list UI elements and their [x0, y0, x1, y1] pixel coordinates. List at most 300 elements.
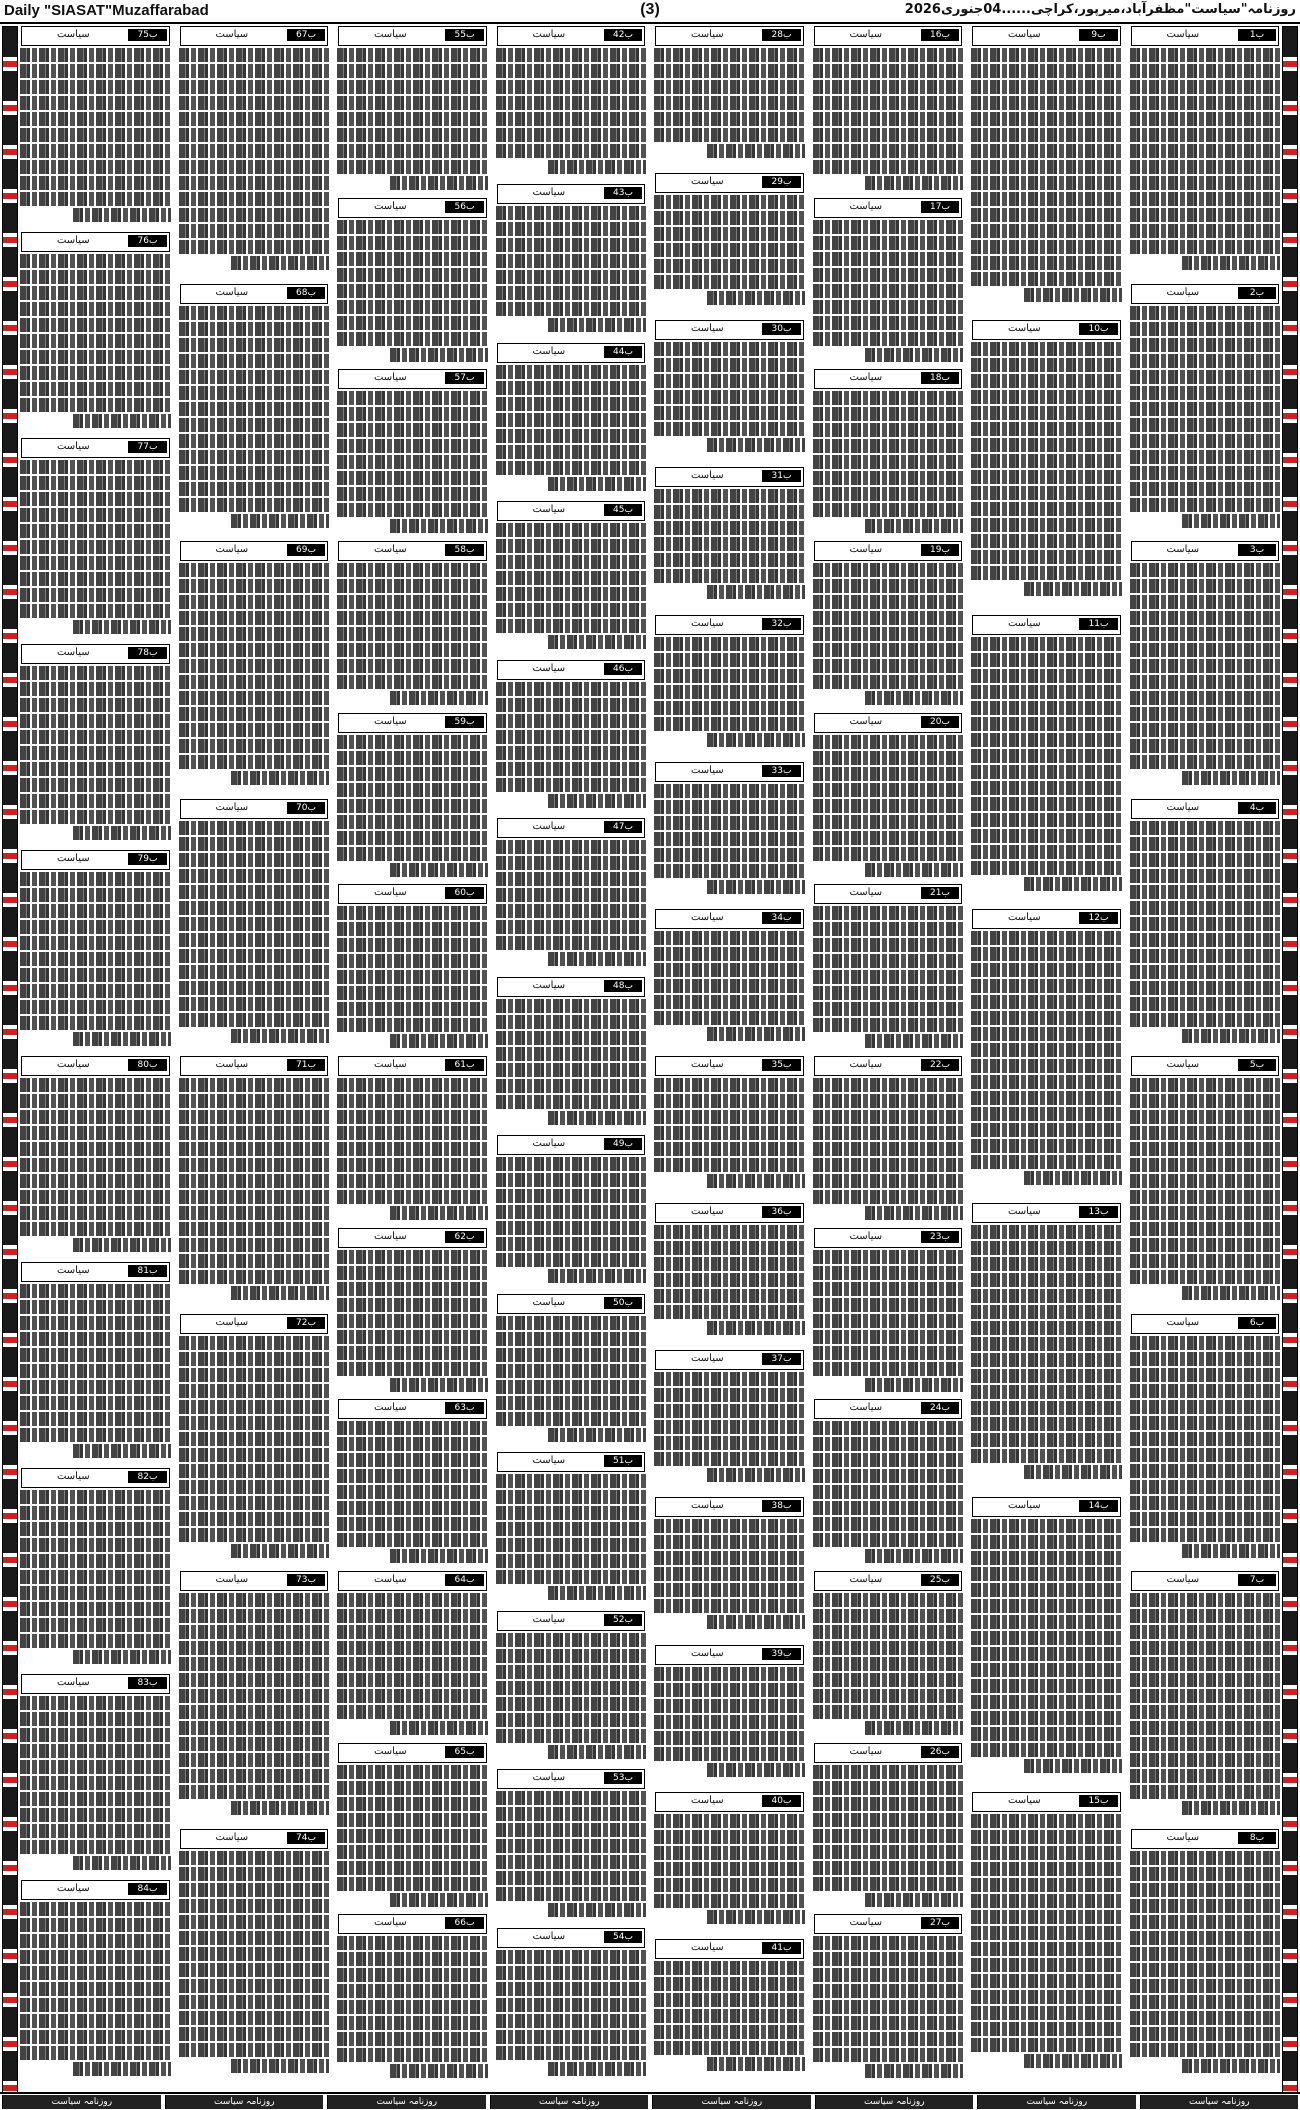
- text-line: [20, 1696, 171, 1710]
- item-brand-label: سیاست: [532, 187, 566, 199]
- text-line: [496, 1221, 647, 1235]
- text-line: [496, 856, 647, 870]
- text-line: [20, 64, 171, 78]
- text-line: [231, 514, 329, 528]
- text-line: [1130, 1931, 1281, 1945]
- text-line: [971, 1974, 1122, 1988]
- text-line: [865, 1206, 963, 1220]
- text-line: [971, 1273, 1122, 1287]
- text-line: [813, 1673, 964, 1687]
- text-line: [813, 1094, 964, 1108]
- text-line: [1130, 1593, 1281, 1607]
- item-number-tag: 78ب: [128, 647, 166, 659]
- text-line: [654, 2025, 805, 2039]
- text-line: [971, 48, 1122, 62]
- text-line: [1130, 240, 1281, 254]
- text-line: [496, 1998, 647, 2012]
- text-line: [496, 1554, 647, 1568]
- text-line: [1130, 160, 1281, 174]
- text-line: [971, 813, 1122, 827]
- text-line: [971, 701, 1122, 715]
- text-line: [496, 1713, 647, 1727]
- item-number-tag: 41ب: [762, 1942, 800, 1954]
- item-heading: [497, 1928, 646, 1948]
- footer-label: روزنامہ سیاست: [165, 2095, 324, 2109]
- text-line: [179, 1753, 330, 1767]
- item-number-tag: 21ب: [921, 887, 959, 899]
- text-line: [654, 1372, 805, 1386]
- text-line: [654, 1993, 805, 2007]
- text-line: [20, 508, 171, 522]
- text-line: [654, 521, 805, 535]
- item-number-tag: 14ب: [1079, 1500, 1117, 1512]
- text-line: [337, 1984, 488, 1998]
- item-heading: [180, 1314, 329, 1334]
- text-line: [971, 1519, 1122, 1533]
- item-number-tag: 39ب: [762, 1648, 800, 1660]
- text-line: [971, 1551, 1122, 1565]
- item-heading: [338, 884, 487, 904]
- text-line: [654, 96, 805, 110]
- text-line: [1130, 1432, 1281, 1446]
- text-line: [1130, 837, 1281, 851]
- text-line: [20, 1300, 171, 1314]
- text-line: [971, 1942, 1122, 1956]
- text-line: [971, 1679, 1122, 1693]
- item-brand-label: سیاست: [690, 1059, 724, 1070]
- item-heading: [814, 26, 963, 46]
- text-line: [496, 904, 647, 918]
- text-line: [813, 783, 964, 797]
- text-line: [813, 1110, 964, 1124]
- text-line: [654, 1142, 805, 1156]
- text-line: [971, 749, 1122, 763]
- text-line: [337, 1813, 488, 1827]
- text-line: [179, 306, 330, 320]
- text-line: [20, 476, 171, 490]
- item-heading: [655, 320, 804, 340]
- item-heading: [21, 1056, 170, 1076]
- text-line: [179, 64, 330, 78]
- footer-label: روزنامہ سیاست: [490, 2095, 649, 2109]
- item-brand-label: سیاست: [56, 1265, 90, 1276]
- text-line: [971, 797, 1122, 811]
- text-line: [496, 1474, 647, 1488]
- text-line: [813, 2032, 964, 2046]
- text-line: [813, 128, 964, 142]
- text-line: [337, 1018, 488, 1032]
- text-line: [813, 1781, 964, 1795]
- text-line: [179, 1094, 330, 1108]
- text-line: [1130, 1480, 1281, 1494]
- text-line: [971, 1958, 1122, 1972]
- item-heading: [21, 26, 170, 46]
- item-brand-label: سیاست: [690, 470, 724, 482]
- text-line: [971, 685, 1122, 699]
- text-line: [654, 553, 805, 567]
- text-line: [813, 1861, 964, 1875]
- text-line: [20, 1364, 171, 1378]
- item-brand-label: سیاست: [849, 887, 883, 899]
- text-line: [20, 920, 171, 934]
- text-line: [337, 735, 488, 749]
- text-line: [179, 1238, 330, 1252]
- text-line: [654, 1535, 805, 1549]
- text-line: [1182, 1544, 1280, 1558]
- item-brand-label: سیاست: [532, 821, 566, 833]
- text-line: [496, 1031, 647, 1045]
- item-number-tag: 61ب: [445, 1059, 483, 1071]
- text-line: [496, 1681, 647, 1695]
- text-line: [179, 386, 330, 400]
- text-line: [337, 316, 488, 330]
- text-line: [1130, 224, 1281, 238]
- item-brand-label: سیاست: [849, 200, 883, 212]
- text-line: [20, 128, 171, 142]
- text-line: [20, 1174, 171, 1188]
- item-brand-label: سیاست: [1166, 1059, 1200, 1070]
- text-line: [179, 1448, 330, 1462]
- text-line: [654, 275, 805, 289]
- text-line: [20, 1792, 171, 1806]
- item-number-tag: 63ب: [445, 1402, 483, 1414]
- text-line: [179, 1785, 330, 1799]
- text-line: [496, 936, 647, 950]
- item-brand-label: سیاست: [1007, 1500, 1041, 1512]
- text-line: [1130, 1753, 1281, 1767]
- text-line: [548, 1269, 646, 1283]
- text-line: [654, 1452, 805, 1466]
- item-heading: [497, 26, 646, 46]
- text-line: [231, 1029, 329, 1043]
- text-line: [337, 922, 488, 936]
- item-brand-label: سیاست: [1166, 1574, 1200, 1585]
- item-number-tag: 43ب: [604, 187, 642, 199]
- text-line: [20, 698, 171, 712]
- text-line: [337, 627, 488, 641]
- text-line: [971, 96, 1122, 110]
- news-column: [179, 26, 330, 2086]
- item-brand-label: سیاست: [373, 200, 407, 212]
- text-line: [179, 707, 330, 721]
- text-line: [496, 746, 647, 760]
- text-line: [548, 160, 646, 174]
- text-line: [1130, 354, 1281, 368]
- item-heading: [1131, 284, 1280, 304]
- text-line: [179, 1769, 330, 1783]
- text-line: [1130, 466, 1281, 480]
- text-line: [971, 1401, 1122, 1415]
- item-brand-label: سیاست: [849, 1745, 883, 1757]
- text-line: [73, 208, 171, 222]
- text-line: [1130, 418, 1281, 432]
- text-line: [1130, 176, 1281, 190]
- text-line: [179, 1432, 330, 1446]
- text-line: [496, 555, 647, 569]
- text-line: [20, 286, 171, 300]
- text-line: [1130, 1448, 1281, 1462]
- text-line: [1130, 1126, 1281, 1140]
- text-line: [496, 1253, 647, 1267]
- text-line: [179, 1352, 330, 1366]
- text-line: [813, 1250, 964, 1264]
- text-line: [20, 524, 171, 538]
- text-line: [1024, 1759, 1122, 1773]
- item-number-tag: 46ب: [604, 663, 642, 675]
- text-line: [1130, 885, 1281, 899]
- text-line: [20, 1348, 171, 1362]
- text-line: [20, 730, 171, 744]
- item-heading: [338, 198, 487, 218]
- text-line: [548, 1428, 646, 1442]
- text-line: [496, 1633, 647, 1647]
- text-line: [654, 1667, 805, 1681]
- item-heading: [180, 1056, 329, 1076]
- text-line: [496, 872, 647, 886]
- text-line: [1130, 1013, 1281, 1027]
- text-line: [813, 954, 964, 968]
- text-line: [496, 1348, 647, 1362]
- item-brand-label: سیاست: [373, 29, 407, 40]
- text-line: [813, 1002, 964, 1016]
- text-line: [20, 1998, 171, 2012]
- text-line: [390, 1206, 488, 1220]
- text-line: [337, 1453, 488, 1467]
- text-line: [337, 1501, 488, 1515]
- text-line: [1130, 675, 1281, 689]
- text-line: [1130, 64, 1281, 78]
- text-line: [971, 1027, 1122, 1041]
- item-brand-label: سیاست: [1166, 801, 1200, 813]
- text-line: [971, 256, 1122, 270]
- text-line: [337, 1845, 488, 1859]
- item-heading: [814, 884, 963, 904]
- text-line: [73, 1238, 171, 1252]
- text-line: [337, 236, 488, 250]
- text-line: [179, 1480, 330, 1494]
- text-line: [337, 611, 488, 625]
- text-line: [1024, 288, 1122, 302]
- text-line: [20, 888, 171, 902]
- text-line: [20, 334, 171, 348]
- text-line: [654, 342, 805, 356]
- text-line: [654, 1158, 805, 1172]
- text-line: [654, 1567, 805, 1581]
- text-line: [707, 291, 805, 305]
- item-number-tag: 74ب: [287, 1832, 325, 1844]
- text-line: [179, 1158, 330, 1172]
- text-line: [496, 1316, 647, 1330]
- text-line: [813, 1314, 964, 1328]
- text-line: [654, 48, 805, 62]
- text-line: [1130, 1142, 1281, 1156]
- text-line: [654, 947, 805, 961]
- text-line: [813, 563, 964, 577]
- text-line: [813, 595, 964, 609]
- text-line: [707, 1321, 805, 1335]
- item-number-tag: 23ب: [921, 1231, 959, 1243]
- item-number-tag: 77ب: [128, 441, 166, 453]
- text-line: [1130, 917, 1281, 931]
- item-heading: [814, 1056, 963, 1076]
- text-line: [813, 1126, 964, 1140]
- text-line: [496, 2014, 647, 2028]
- text-line: [496, 302, 647, 316]
- text-line: [20, 1094, 171, 1108]
- text-line: [179, 1673, 330, 1687]
- item-number-tag: 56ب: [445, 201, 483, 213]
- item-heading: [497, 1452, 646, 1472]
- text-line: [20, 1824, 171, 1838]
- item-number-tag: 34ب: [762, 912, 800, 924]
- text-line: [813, 487, 964, 501]
- text-line: [496, 1966, 647, 1980]
- text-line: [20, 382, 171, 396]
- text-line: [971, 669, 1122, 683]
- text-line: [813, 160, 964, 174]
- text-line: [1182, 1801, 1280, 1815]
- item-heading: [497, 501, 646, 521]
- text-line: [813, 1501, 964, 1515]
- item-number-tag: 45ب: [604, 504, 642, 516]
- text-line: [179, 675, 330, 689]
- text-line: [179, 579, 330, 593]
- text-line: [20, 556, 171, 570]
- item-number-tag: 55ب: [445, 29, 483, 41]
- text-line: [496, 1791, 647, 1805]
- text-line: [179, 1657, 330, 1671]
- text-line: [1130, 1464, 1281, 1478]
- text-line: [1024, 877, 1122, 891]
- text-line: [179, 837, 330, 851]
- text-line: [496, 1649, 647, 1663]
- text-line: [179, 949, 330, 963]
- item-number-tag: 25ب: [921, 1574, 959, 1586]
- text-line: [496, 1157, 647, 1171]
- text-line: [1130, 579, 1281, 593]
- text-line: [654, 963, 805, 977]
- text-line: [971, 1926, 1122, 1940]
- text-line: [1130, 112, 1281, 126]
- item-heading: [180, 1571, 329, 1591]
- item-heading: [655, 1497, 804, 1517]
- text-line: [865, 691, 963, 705]
- text-line: [813, 847, 964, 861]
- right-border-strip: [1282, 26, 1298, 2100]
- text-line: [1130, 96, 1281, 110]
- text-line: [20, 936, 171, 950]
- text-line: [548, 318, 646, 332]
- text-line: [20, 794, 171, 808]
- text-line: [496, 1205, 647, 1219]
- item-heading: [655, 467, 804, 487]
- text-line: [548, 477, 646, 491]
- item-heading: [338, 1228, 487, 1248]
- item-brand-label: سیاست: [532, 1296, 566, 1308]
- item-brand-label: سیاست: [849, 544, 883, 555]
- text-line: [813, 986, 964, 1000]
- footer-strip: [0, 2092, 1300, 2110]
- text-line: [20, 984, 171, 998]
- text-line: [971, 1567, 1122, 1581]
- text-line: [813, 1298, 964, 1312]
- text-line: [971, 1257, 1122, 1271]
- text-line: [496, 365, 647, 379]
- text-line: [971, 947, 1122, 961]
- text-line: [1130, 643, 1281, 657]
- text-line: [971, 272, 1122, 286]
- item-number-tag: 37ب: [762, 1353, 800, 1365]
- text-line: [337, 112, 488, 126]
- text-line: [496, 1047, 647, 1061]
- item-brand-label: سیاست: [849, 715, 883, 727]
- text-line: [707, 1910, 805, 1924]
- item-heading: [338, 541, 487, 561]
- item-heading: [972, 1792, 1121, 1812]
- text-line: [971, 1011, 1122, 1025]
- text-line: [20, 1190, 171, 1204]
- text-line: [337, 64, 488, 78]
- text-line: [337, 675, 488, 689]
- text-line: [654, 1420, 805, 1434]
- item-heading: [21, 1674, 170, 1694]
- item-heading: [814, 369, 963, 389]
- text-line: [20, 350, 171, 364]
- item-brand-label: سیاست: [373, 1059, 407, 1070]
- item-heading: [1131, 1829, 1280, 1849]
- text-line: [813, 471, 964, 485]
- text-line: [337, 906, 488, 920]
- text-line: [654, 717, 805, 731]
- text-line: [20, 1126, 171, 1140]
- text-line: [179, 1609, 330, 1623]
- item-brand-label: سیاست: [56, 1883, 90, 1894]
- text-line: [179, 611, 330, 625]
- text-line: [971, 2022, 1122, 2036]
- text-line: [1130, 1705, 1281, 1719]
- text-line: [337, 1485, 488, 1499]
- text-line: [1130, 981, 1281, 995]
- text-line: [496, 1570, 647, 1584]
- text-line: [337, 439, 488, 453]
- masthead-urdu-title: روزنامہ"سیاست"مظفرآباد،میرپور،کراچی......04جنوری2026: [904, 2, 1296, 17]
- text-line: [496, 1380, 647, 1394]
- text-line: [179, 112, 330, 126]
- text-line: [971, 1123, 1122, 1137]
- item-number-tag: 52ب: [604, 1614, 642, 1626]
- text-line: [654, 1830, 805, 1844]
- text-line: [1130, 370, 1281, 384]
- text-line: [813, 439, 964, 453]
- text-line: [337, 1174, 488, 1188]
- item-number-tag: 65ب: [445, 1746, 483, 1758]
- text-line: [548, 1903, 646, 1917]
- text-line: [813, 1689, 964, 1703]
- text-line: [1130, 659, 1281, 673]
- text-line: [179, 1416, 330, 1430]
- text-line: [813, 1421, 964, 1435]
- text-line: [813, 284, 964, 298]
- text-line: [20, 1602, 171, 1616]
- item-heading: [338, 1743, 487, 1763]
- text-line: [1130, 1254, 1281, 1268]
- page-number: (3): [640, 1, 660, 18]
- item-number-tag: 83ب: [128, 1677, 166, 1689]
- text-line: [1130, 1094, 1281, 1108]
- text-line: [1130, 1190, 1281, 1204]
- text-line: [20, 1554, 171, 1568]
- text-line: [654, 1225, 805, 1239]
